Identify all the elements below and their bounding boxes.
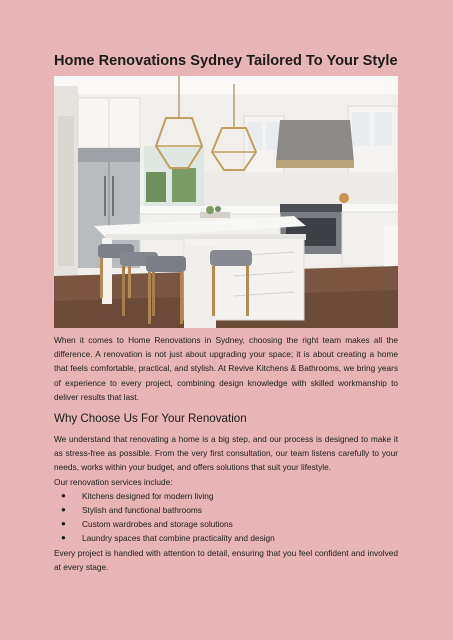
list-item xyxy=(54,503,398,517)
services-intro: Our renovation services include: xyxy=(54,476,173,487)
intro-paragraph: When it comes to Home Renovations in Sydney, choosing the right team makes all the difference. A renovation is not just about upgrading your space; it is about creating a home that feels comfortable, practical, and stylish. At Revive Kitchens & Bathrooms, we bring years of experience to every project, combining design knowledge with skilled workmanship to deliver results that last. xyxy=(54,335,398,402)
list-item-text: Laundry spaces that combine practicality and design xyxy=(82,533,275,544)
section-body xyxy=(54,432,398,574)
bullet-icon: ● xyxy=(61,505,66,515)
kitchen-photo xyxy=(54,76,398,328)
page-title: Home Renovations Sydney Tailored To Your Style xyxy=(54,53,398,69)
services-list xyxy=(54,489,398,546)
list-item xyxy=(54,489,398,503)
bullet-icon: ● xyxy=(61,533,66,543)
bullet-icon: ● xyxy=(61,519,66,529)
list-item xyxy=(54,517,398,531)
list-item-text: Stylish and functional bathrooms xyxy=(82,505,202,516)
section-paragraph: We understand that renovating a home is a big step, and our process is designed to make it as stress-free as possible. From the very first consultation, our team listens carefully to your needs, works within your budget, and offers solutions that suit your lifestyle. xyxy=(54,434,398,473)
list-item-text: Custom wardrobes and storage solutions xyxy=(82,519,233,530)
section-heading: Why Choose Us For Your Renovation xyxy=(54,412,247,425)
closing-paragraph: Every project is handled with attention to detail, ensuring that you feel confident and involved at every stage. xyxy=(54,547,398,572)
list-item xyxy=(54,531,398,545)
list-item-text: Kitchens designed for modern living xyxy=(82,490,214,501)
bullet-icon: ● xyxy=(61,490,66,500)
